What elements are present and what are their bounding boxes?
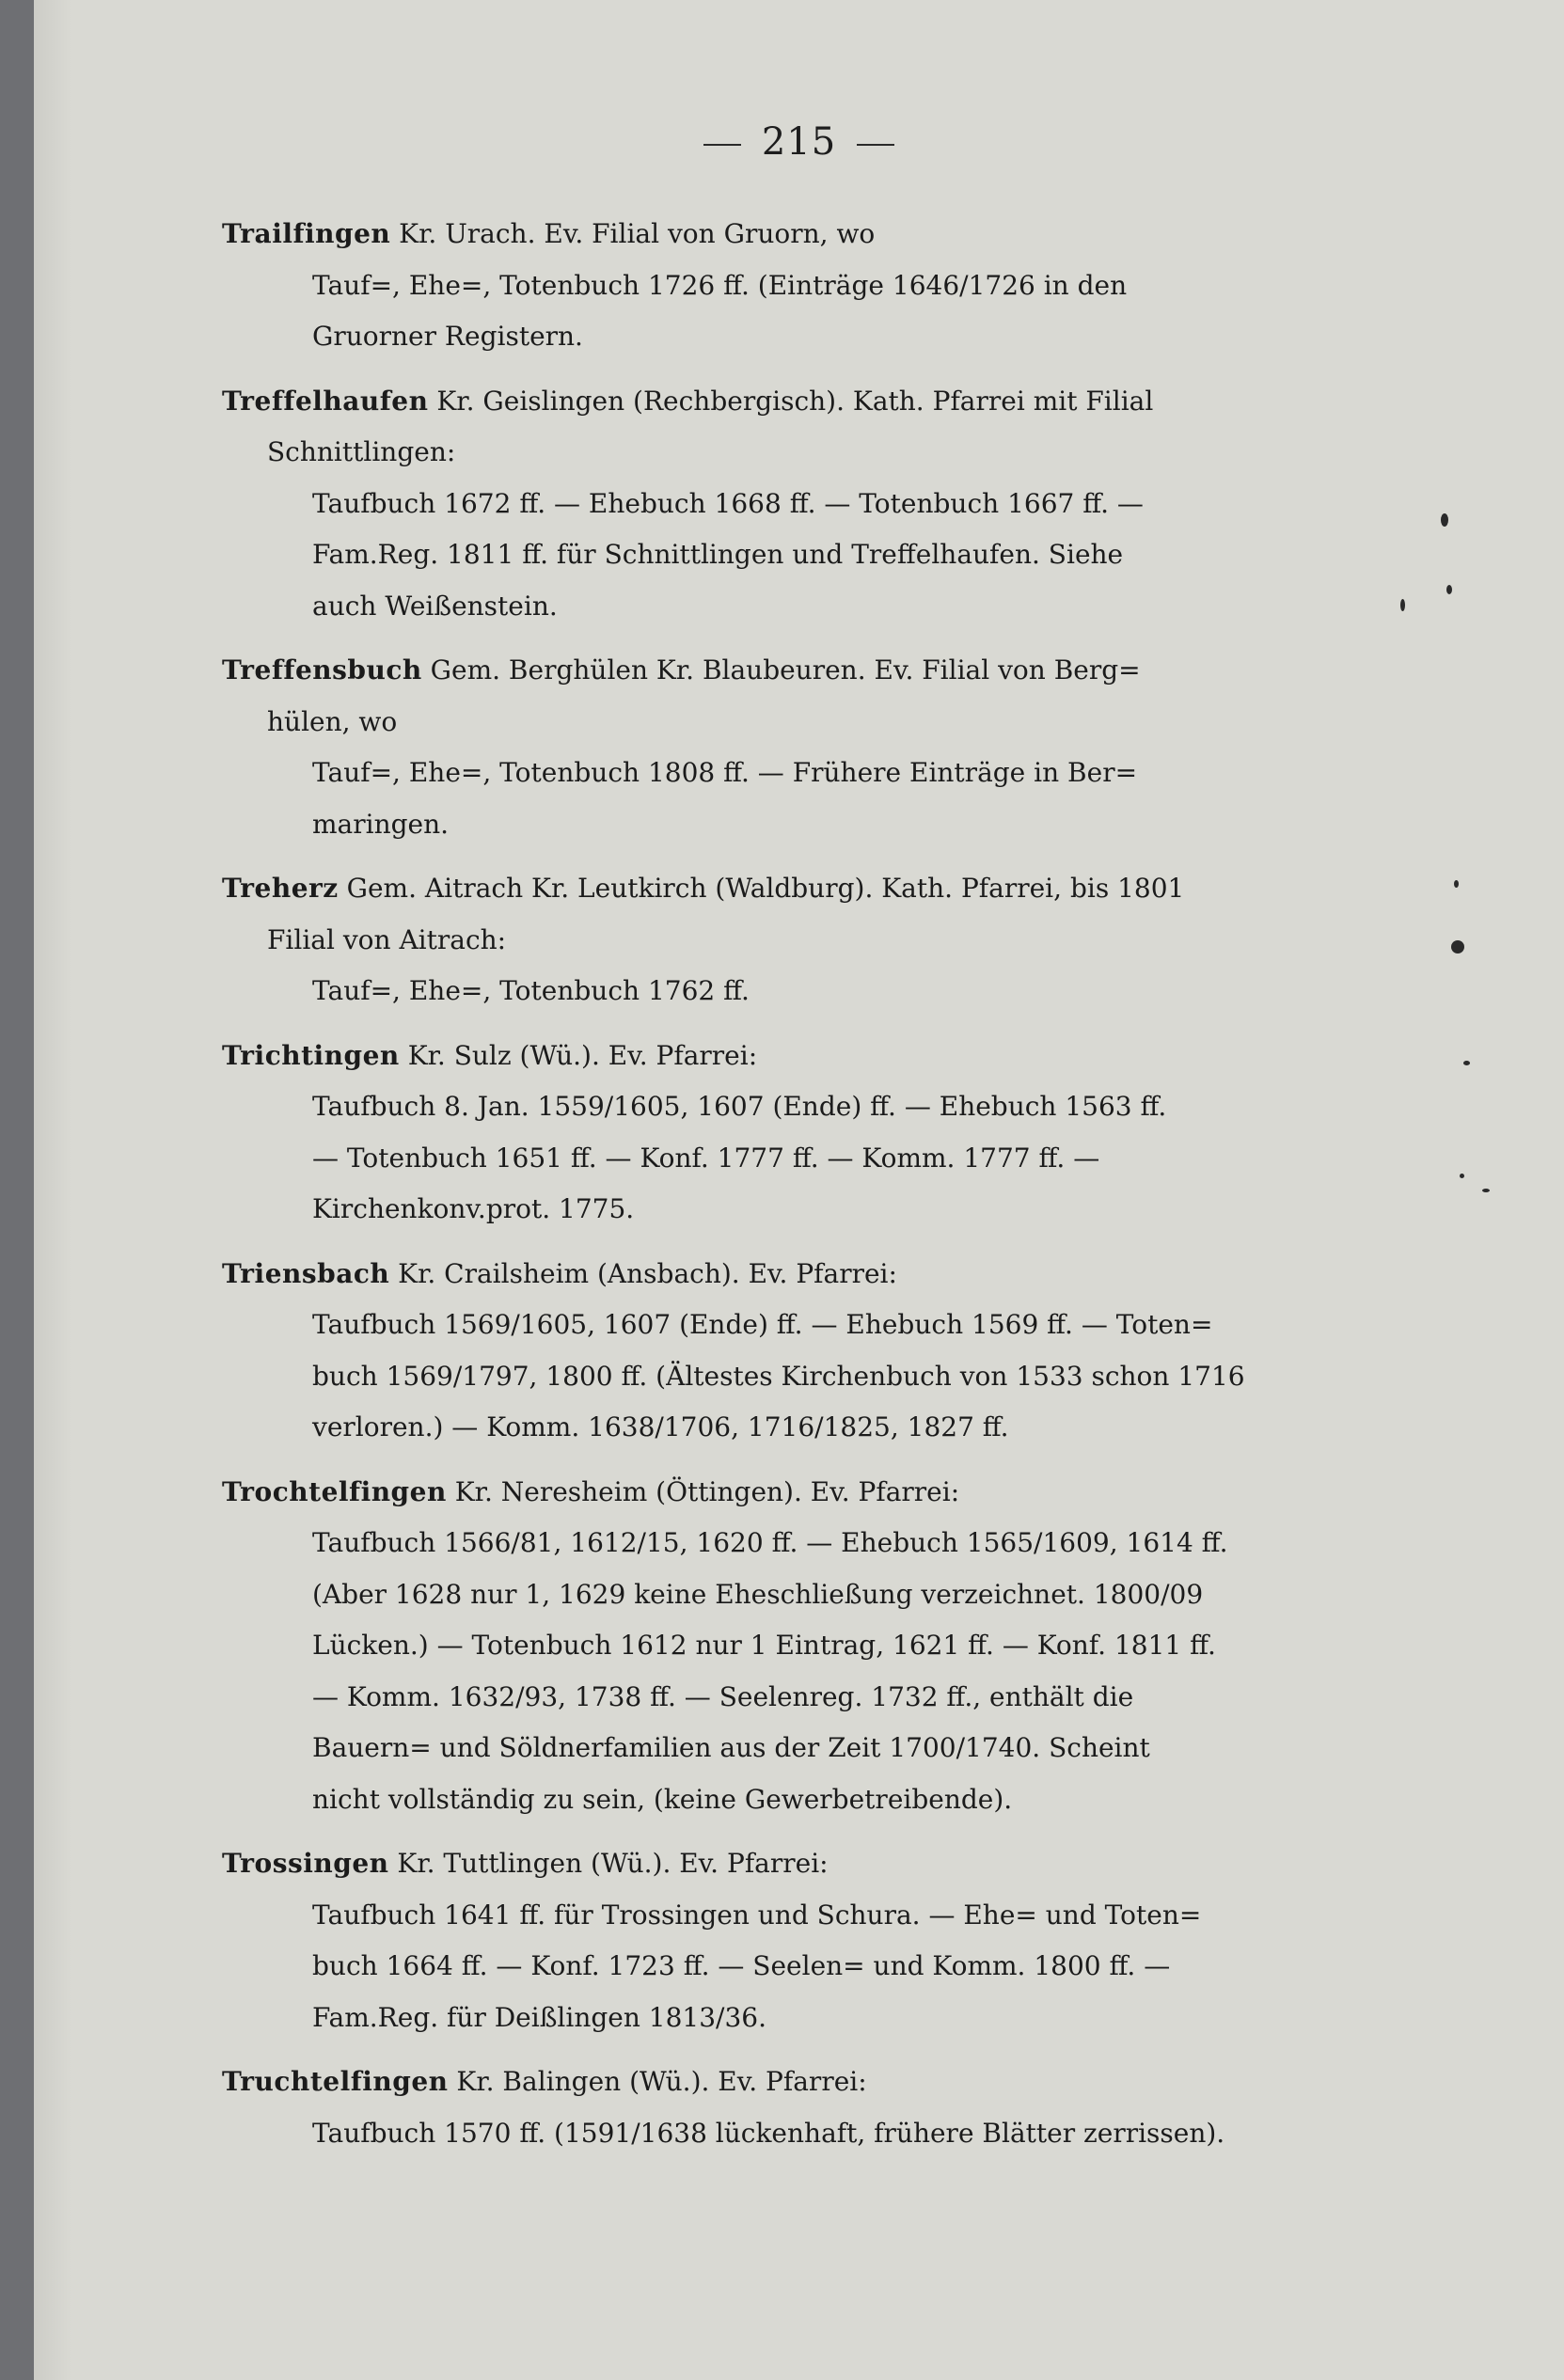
entry-records: [222, 1890, 1463, 2044]
entry-place-name: Trossingen: [222, 1848, 389, 1879]
entry-record-line: — Komm. 1632/93, 1738 ff. — Seelenreg. 1732 ff., enthält die: [312, 1680, 1134, 1712]
register-entry: [222, 1838, 1463, 2043]
register-entry: [222, 1467, 1463, 1826]
entry-records: [222, 966, 1463, 1017]
register-entries: [222, 209, 1463, 2172]
entry-heading: [222, 645, 1463, 697]
book-page: [34, 0, 1564, 2380]
entry-place-name: Treffensbuch: [222, 654, 422, 686]
entry-heading: [222, 2057, 1463, 2108]
entry-description: Gem. Berghülen Kr. Blaubeuren. Ev. Filial von Berg=: [430, 654, 1141, 686]
entry-heading-continuation: Schnittlingen:: [267, 436, 456, 467]
entry-record-line: nicht vollständig zu sein, (keine Gewerbetreibende).: [312, 1783, 1013, 1815]
entry-place-name: Truchtelfingen: [222, 2066, 449, 2097]
entry-record-line: Taufbuch 1672 ff. — Ehebuch 1668 ff. — Totenbuch 1667 ff. —: [312, 487, 1144, 519]
entry-record-line: buch 1569/1797, 1800 ff. (Ältestes Kirchenbuch von 1533 schon 1716: [312, 1360, 1245, 1392]
entry-record-line: verloren.) — Komm. 1638/1706, 1716/1825, 1827 ff.: [312, 1411, 1009, 1442]
entry-description: Kr. Sulz (Wü.). Ev. Pfarrei:: [407, 1039, 758, 1071]
entry-record-line: Tauf=, Ehe=, Totenbuch 1808 ff. — Frühere Einträge in Ber=: [312, 757, 1138, 788]
register-entry: [222, 209, 1463, 363]
page-number-dash-left: [703, 144, 741, 146]
register-entry: [222, 1249, 1463, 1454]
entry-place-name: Trailfingen: [222, 218, 391, 249]
entry-record-line: Fam.Reg. 1811 ff. für Schnittlingen und Treffelhaufen. Siehe: [312, 539, 1124, 570]
entry-heading: [222, 209, 1463, 260]
entry-description: Kr. Crailsheim (Ansbach). Ev. Pfarrei:: [398, 1257, 897, 1289]
entry-record-line: Tauf=, Ehe=, Totenbuch 1726 ff. (Einträge 1646/1726 in den: [312, 269, 1128, 301]
entry-record-line: — Totenbuch 1651 ff. — Konf. 1777 ff. — Komm. 1777 ff. —: [312, 1142, 1100, 1174]
entry-place-name: Triensbach: [222, 1257, 390, 1289]
register-entry: [222, 645, 1463, 850]
entry-record-line: Taufbuch 1641 ff. für Trossingen und Schura. — Ehe= und Toten=: [312, 1899, 1202, 1931]
page-number-text: 215: [761, 120, 837, 164]
entry-record-line: Taufbuch 1570 ff. (1591/1638 lückenhaft, frühere Blätter zerrissen).: [312, 2117, 1225, 2149]
entry-record-line: Taufbuch 1569/1605, 1607 (Ende) ff. — Ehebuch 1569 ff. — Toten=: [312, 1309, 1213, 1340]
entry-records: [222, 1300, 1463, 1454]
entry-description: Gem. Aitrach Kr. Leutkirch (Waldburg). Kath. Pfarrei, bis 1801: [346, 873, 1185, 904]
entry-description: Kr. Geislingen (Rechbergisch). Kath. Pfarrei mit Filial: [436, 385, 1154, 417]
entry-heading-continuation: hülen, wo: [267, 705, 398, 737]
entry-heading: [222, 1838, 1463, 1890]
entry-heading: [222, 1031, 1463, 1082]
register-entry: [222, 2057, 1463, 2159]
entry-heading-continuation: Filial von Aitrach:: [267, 923, 507, 955]
entry-heading: [222, 376, 1463, 428]
page-number-dash-right: [857, 144, 894, 146]
entry-heading: [222, 1249, 1463, 1300]
entry-record-line: maringen.: [312, 808, 450, 840]
entry-record-line: Bauern= und Söldnerfamilien aus der Zeit 1700/1740. Scheint: [312, 1732, 1150, 1763]
entry-description: Kr. Tuttlingen (Wü.). Ev. Pfarrei:: [397, 1848, 829, 1879]
entry-records: [222, 2108, 1463, 2160]
entry-record-line: Tauf=, Ehe=, Totenbuch 1762 ff.: [312, 975, 750, 1006]
entry-description: Kr. Neresheim (Öttingen). Ev. Pfarrei:: [454, 1475, 960, 1507]
entry-records: [222, 1518, 1463, 1825]
entry-records: [222, 1081, 1463, 1236]
entry-record-line: (Aber 1628 nur 1, 1629 keine Eheschließung verzeichnet. 1800/09: [312, 1578, 1204, 1610]
entry-record-line: Taufbuch 8. Jan. 1559/1605, 1607 (Ende) ff. — Ehebuch 1563 ff.: [312, 1091, 1167, 1122]
entry-heading: [222, 863, 1463, 915]
page-number: [34, 120, 1564, 164]
entry-place-name: Treherz: [222, 873, 339, 904]
entry-place-name: Trichtingen: [222, 1039, 400, 1071]
entry-record-line: Taufbuch 1566/81, 1612/15, 1620 ff. — Ehebuch 1565/1609, 1614 ff.: [312, 1527, 1228, 1558]
register-entry: [222, 376, 1463, 633]
entry-place-name: Trochtelfingen: [222, 1475, 447, 1507]
entry-description: Kr. Balingen (Wü.). Ev. Pfarrei:: [456, 2066, 867, 2097]
entry-place-name: Treffelhaufen: [222, 385, 429, 417]
entry-record-line: Gruorner Registern.: [312, 321, 583, 352]
entry-record-line: Kirchenkonv.prot. 1775.: [312, 1193, 635, 1224]
entry-record-line: auch Weißenstein.: [312, 590, 558, 622]
entry-records: [222, 748, 1463, 850]
register-entry: [222, 1031, 1463, 1236]
entry-record-line: buch 1664 ff. — Konf. 1723 ff. — Seelen= und Komm. 1800 ff. —: [312, 1950, 1171, 1981]
register-entry: [222, 863, 1463, 1017]
entry-description: Kr. Urach. Ev. Filial von Gruorn, wo: [399, 218, 876, 249]
entry-records: [222, 260, 1463, 363]
entry-record-line: Lücken.) — Totenbuch 1612 nur 1 Eintrag, 1621 ff. — Konf. 1811 ff.: [312, 1630, 1216, 1661]
entry-record-line: Fam.Reg. für Deißlingen 1813/36.: [312, 2001, 766, 2033]
entry-records: [222, 479, 1463, 633]
entry-heading: [222, 1467, 1463, 1519]
